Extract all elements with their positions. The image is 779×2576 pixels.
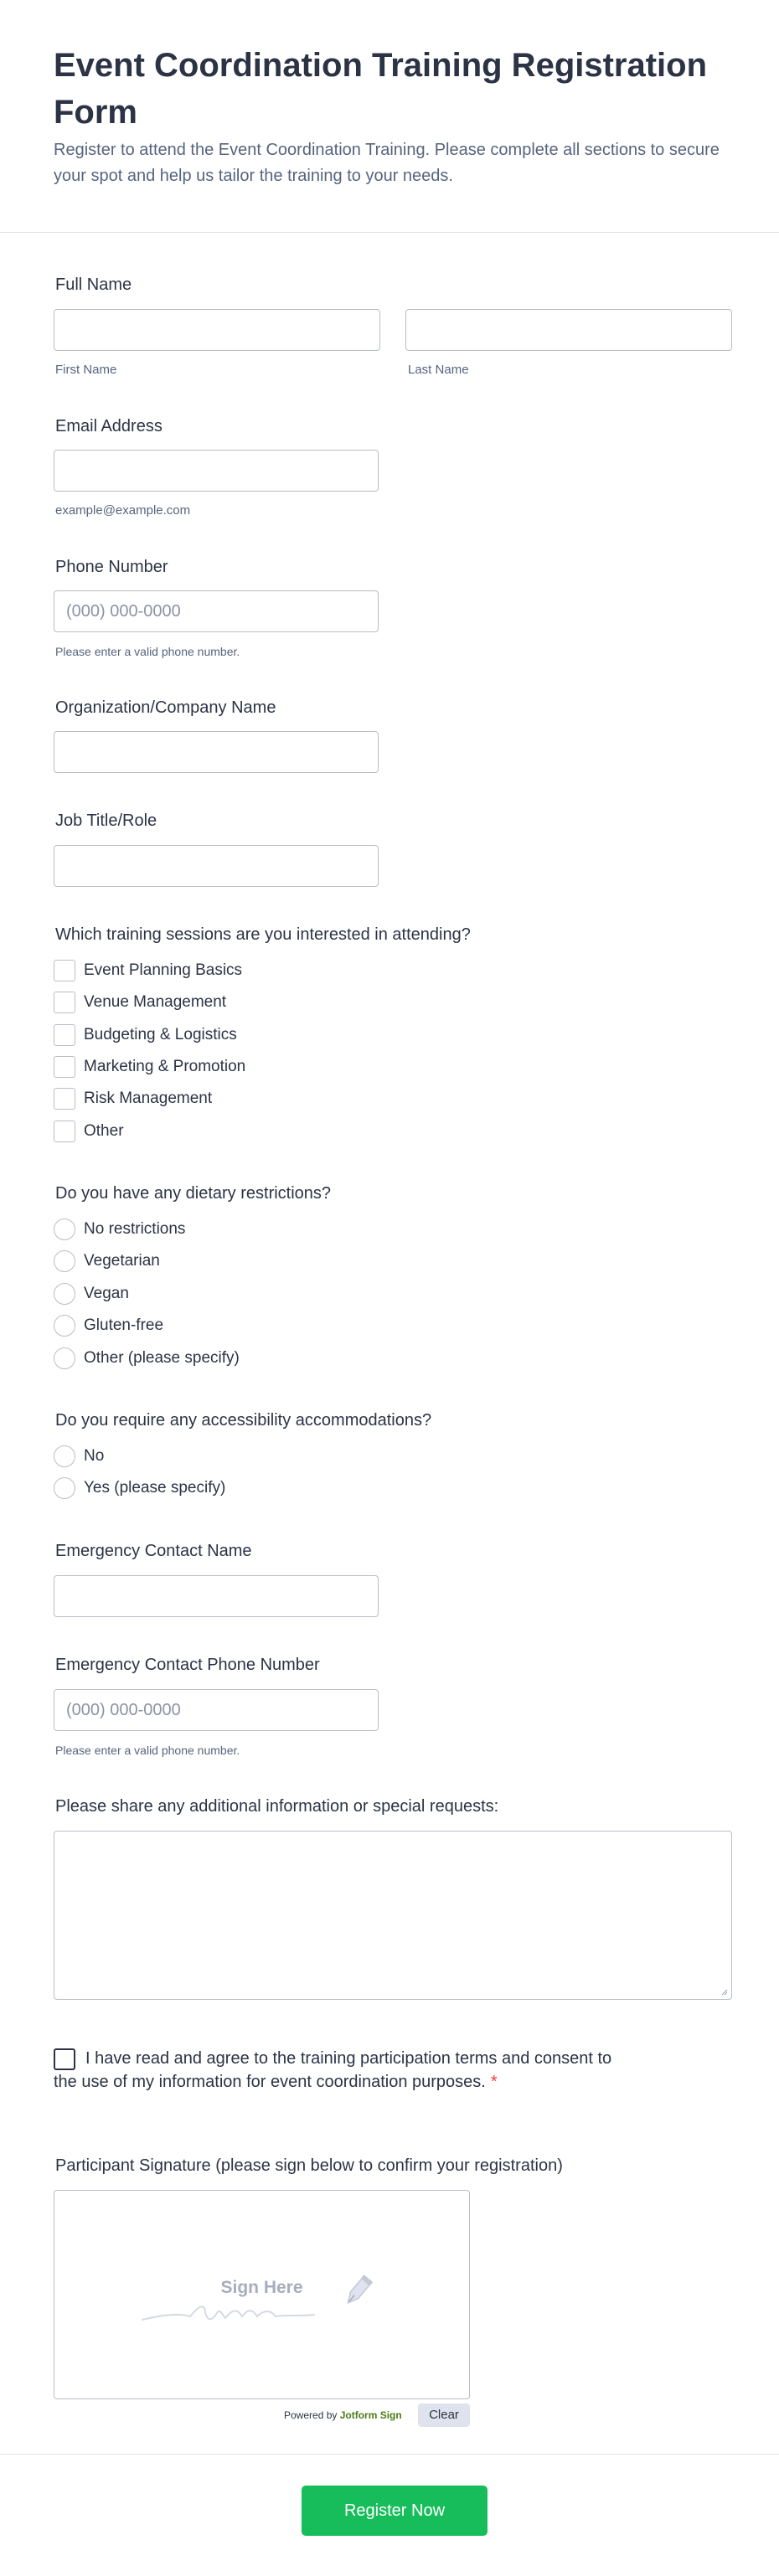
- resize-handle-icon[interactable]: [720, 1987, 728, 1996]
- additional-info-textarea[interactable]: [54, 1831, 732, 2000]
- emergency-name-input[interactable]: [54, 1575, 379, 1617]
- session-option-label: Marketing & Promotion: [84, 1058, 246, 1075]
- terms-checkbox[interactable]: [54, 2048, 75, 2070]
- organization-label: Organization/Company Name: [55, 698, 276, 717]
- checkbox[interactable]: [54, 1121, 75, 1142]
- radio[interactable]: [54, 1445, 75, 1467]
- powered-by-text: [284, 2409, 402, 2421]
- terms-text-line1: I have read and agree to the training participation terms and consent to: [85, 2049, 612, 2068]
- accessibility-option-label: Yes (please specify): [84, 1479, 226, 1497]
- checkbox[interactable]: [54, 960, 75, 981]
- dietary-option-label: No restrictions: [84, 1220, 186, 1238]
- checkbox[interactable]: [54, 1088, 75, 1110]
- first-name-sublabel: First Name: [55, 363, 117, 377]
- emergency-phone-placeholder: (000) 000-0000: [66, 1701, 181, 1719]
- register-now-button[interactable]: Register Now: [302, 2486, 488, 2536]
- dietary-option-label: Vegetarian: [84, 1252, 160, 1270]
- last-name-sublabel: Last Name: [408, 363, 469, 377]
- checkbox[interactable]: [54, 1056, 75, 1078]
- email-input[interactable]: [54, 450, 379, 492]
- form-description: Register to attend the Event Coordination Training. Please complete all sections to secure your spot and help us tailor the training to your needs.: [54, 141, 720, 185]
- dietary-label: Do you have any dietary restrictions?: [55, 1184, 332, 1203]
- phone-label: Phone Number: [55, 558, 168, 576]
- signature-pad[interactable]: [54, 2190, 470, 2399]
- session-option-label: Budgeting & Logistics: [84, 1026, 237, 1043]
- dietary-option-label: Other (please specify): [84, 1349, 240, 1367]
- email-sublabel: example@example.com: [55, 503, 191, 518]
- emergency-phone-label: Emergency Contact Phone Number: [55, 1656, 320, 1674]
- checkbox[interactable]: [54, 1024, 75, 1046]
- terms-text-line2-content: the use of my information for event coordination purposes.: [54, 2073, 486, 2091]
- emergency-phone-input[interactable]: [54, 1689, 379, 1731]
- radio[interactable]: [54, 1315, 75, 1337]
- last-name-input[interactable]: [405, 309, 732, 351]
- phone-placeholder: (000) 000-0000: [66, 602, 181, 621]
- emergency-name-label: Emergency Contact Name: [55, 1542, 252, 1560]
- organization-input[interactable]: [54, 731, 379, 773]
- radio[interactable]: [54, 1347, 75, 1369]
- required-mark: *: [490, 2073, 498, 2091]
- form-header: [0, 0, 779, 233]
- clear-signature-button[interactable]: Clear: [418, 2403, 470, 2427]
- signature-label: Participant Signature (please sign below to confirm your registration): [55, 2156, 563, 2175]
- first-name-input[interactable]: [54, 309, 380, 351]
- emergency-phone-sublabel: Please enter a valid phone number.: [55, 1744, 240, 1757]
- dietary-option-label: Gluten-free: [84, 1316, 164, 1334]
- phone-sublabel: Please enter a valid phone number.: [55, 645, 240, 658]
- form-title: Event Coordination Training Registration Form: [54, 47, 708, 131]
- radio[interactable]: [54, 1218, 75, 1240]
- job-title-input[interactable]: [54, 845, 379, 887]
- phone-input[interactable]: [54, 590, 379, 632]
- checkbox[interactable]: [54, 992, 75, 1013]
- email-label: Email Address: [55, 417, 163, 435]
- sessions-label: Which training sessions are you interested in attending?: [55, 925, 471, 944]
- dietary-option-label: Vegan: [84, 1285, 129, 1302]
- radio[interactable]: [54, 1283, 75, 1305]
- radio[interactable]: [54, 1477, 75, 1499]
- additional-info-label: Please share any additional information or special requests:: [55, 1797, 499, 1816]
- accessibility-label: Do you require any accessibility accommodations?: [55, 1411, 432, 1430]
- terms-text-line2: [54, 2070, 498, 2094]
- session-option-label: Venue Management: [84, 993, 227, 1011]
- footer-divider: [0, 2454, 779, 2455]
- accessibility-option-label: No: [84, 1447, 105, 1465]
- powered-by-prefix: Powered by: [284, 2409, 338, 2421]
- sign-here-text: Sign Here: [220, 2278, 303, 2297]
- session-option-label: Other: [84, 1122, 124, 1140]
- full-name-label: Full Name: [55, 276, 132, 294]
- session-option-label: Risk Management: [84, 1090, 213, 1107]
- jotform-sign-brand: Jotform Sign: [339, 2409, 402, 2421]
- radio[interactable]: [54, 1250, 75, 1272]
- session-option-label: Event Planning Basics: [84, 961, 243, 979]
- job-title-label: Job Title/Role: [55, 811, 157, 830]
